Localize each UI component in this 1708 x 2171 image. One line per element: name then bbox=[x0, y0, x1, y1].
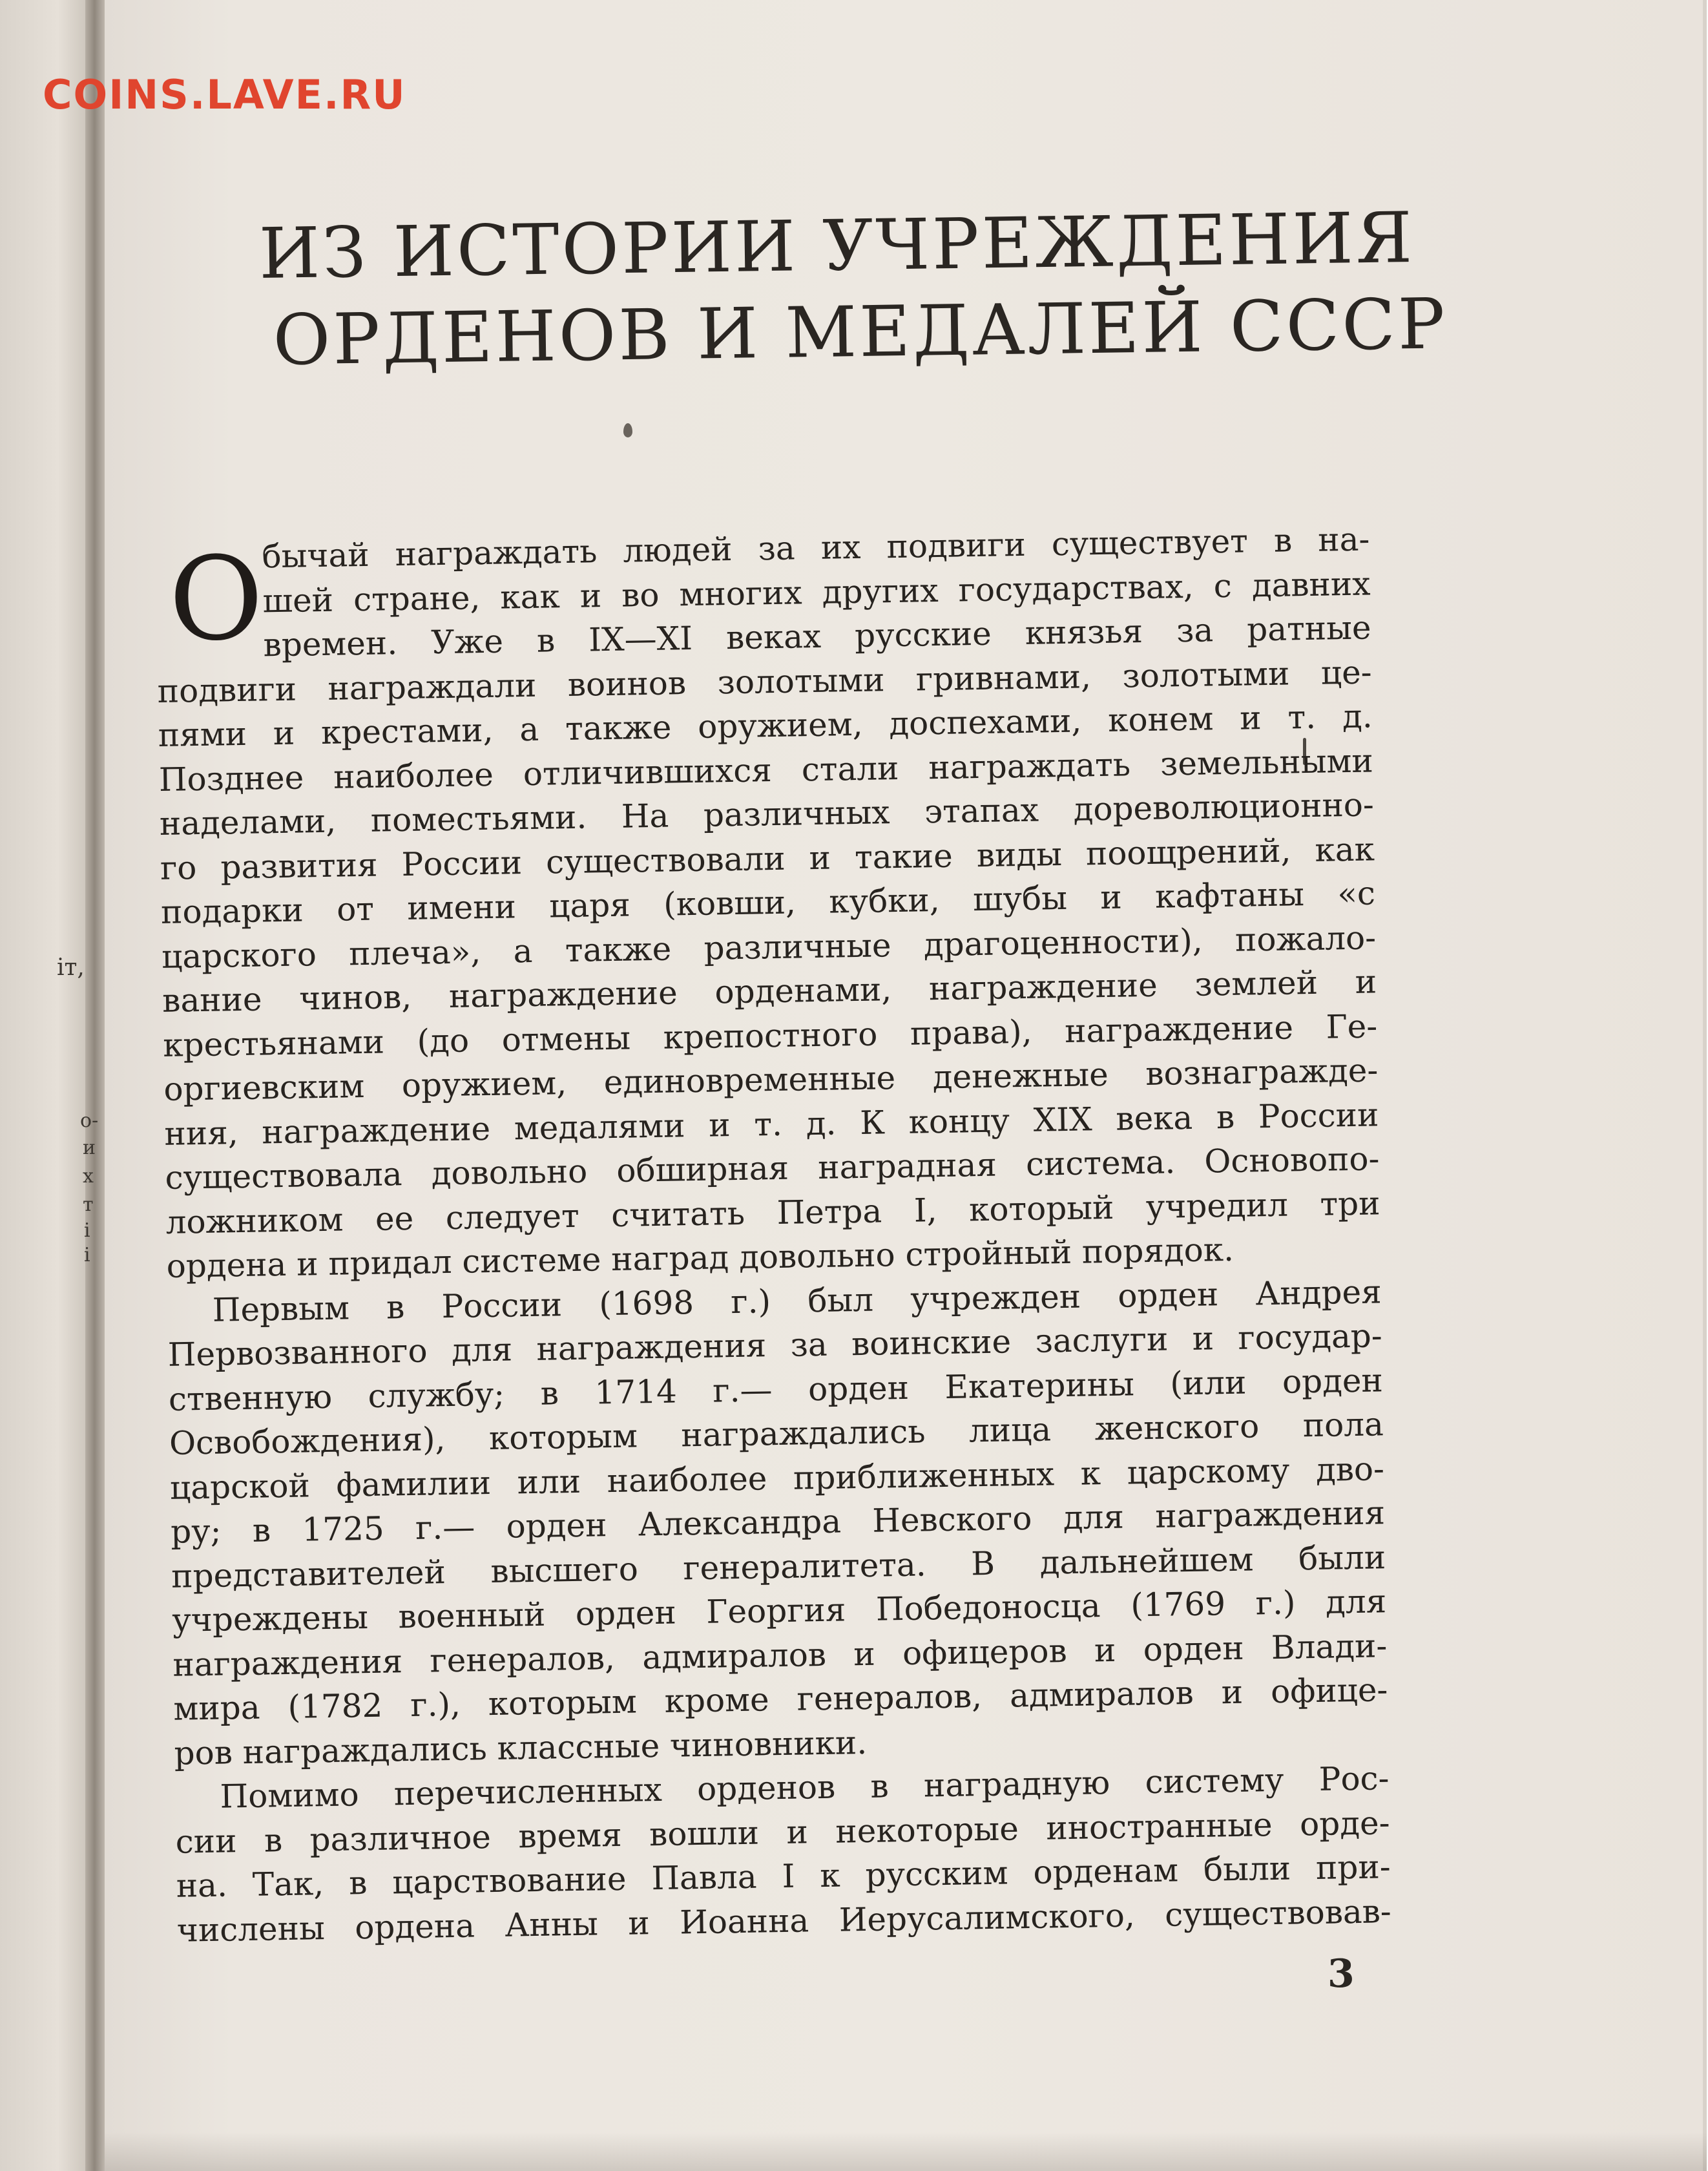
paragraph-2 bbox=[167, 1270, 1389, 1776]
left-fragment: і bbox=[84, 1219, 90, 1242]
text-line: ственную службу; в 1714 г.— орден Екатерины (или орден bbox=[168, 1361, 1384, 1418]
text-line: царского плеча», а также различные драгоценности), пожало- bbox=[161, 918, 1377, 976]
text-line: ру; в 1725 г.— орден Александра Невского для награждения bbox=[170, 1494, 1386, 1551]
left-page-text-fragments bbox=[0, 0, 97, 2171]
text-line: го развития России существовали и такие виды поощрений, как bbox=[160, 830, 1375, 887]
text-line: существовала довольно обширная наградная система. Основопо- bbox=[165, 1140, 1380, 1197]
page-number: 3 bbox=[1328, 1951, 1355, 1997]
text-line: царской фамилии или наиболее приближенных к царскому дво- bbox=[169, 1449, 1385, 1507]
text-line: ордена и придал системе наград довольно стройный порядок. bbox=[166, 1230, 1234, 1285]
text-line: оргиевским оружием, единовременные денежные вознагражде- bbox=[163, 1051, 1379, 1108]
text-line: шей стране, как и во многих других государствах, с давних bbox=[262, 564, 1371, 620]
left-fragment: і bbox=[84, 1244, 90, 1266]
left-fragment: и bbox=[83, 1137, 96, 1159]
title-line-1: ИЗ ИСТОРИИ УЧРЕЖДЕНИЯ bbox=[258, 198, 1415, 295]
text-line: Позднее наиболее отличившихся стали награждать земельными bbox=[158, 741, 1374, 799]
ornament-mark bbox=[623, 423, 632, 437]
text-line: Освобождения), которым награждались лица женского пола bbox=[169, 1405, 1384, 1462]
text-line: ложником ее следует считать Петра I, который учредил три bbox=[165, 1184, 1380, 1241]
left-fragment: іт, bbox=[57, 954, 85, 981]
text-line: мира (1782 г.), которым кроме генералов, адмиралов и офице- bbox=[173, 1671, 1388, 1728]
watermark: COINS.LAVE.RU bbox=[43, 71, 406, 118]
left-fragment: х bbox=[83, 1165, 94, 1188]
text-line: на. Так, в царствование Павла I к русским орденам были при- bbox=[176, 1848, 1391, 1905]
text-line: ров награждались классные чиновники. bbox=[174, 1723, 868, 1772]
text-line: учреждены военный орден Георгия Победоносца (1769 г.) для bbox=[171, 1582, 1387, 1639]
text-line: сии в различное время вошли и некоторые иностранные орде- bbox=[175, 1803, 1390, 1861]
left-fragment: о- bbox=[80, 1109, 99, 1132]
text-line: наделами, поместьями. На различных этапах дореволюционно- bbox=[159, 786, 1375, 843]
page-title bbox=[258, 195, 1448, 384]
text-line: Первозванного для награждения за воинские заслуги и государ- bbox=[167, 1317, 1383, 1374]
text-line: времен. Уже в IX—XI веках русские князья за ратные bbox=[263, 609, 1371, 664]
text-line: награждения генералов, адмиралов и офицеров и орден Влади- bbox=[172, 1626, 1388, 1684]
text-line: крестьянами (до отмены крепостного права), награждение Ге- bbox=[162, 1007, 1378, 1064]
text-line: подарки от имени царя (ковши, кубки, шубы и кафтаны «с bbox=[160, 874, 1376, 931]
text-line: числены ордена Анны и Иоанна Иерусалимского, существовав- bbox=[176, 1892, 1392, 1949]
paragraph-3 bbox=[174, 1756, 1391, 1952]
drop-cap: О bbox=[167, 531, 265, 667]
text-line: пями и крестами, а также оружием, доспехами, конем и т. д. bbox=[158, 697, 1373, 754]
page-shadow bbox=[105, 2132, 1707, 2171]
article-body bbox=[155, 517, 1391, 1952]
text-line: Первым в России (1698 г.) был учрежден орден Андрея bbox=[212, 1272, 1382, 1329]
title-line-2: ОРДЕНОВ И МЕДАЛЕЙ СССР bbox=[272, 284, 1448, 382]
text-line: ния, награждение медалями и т. д. К концу XIX века в России bbox=[164, 1095, 1379, 1153]
text-line: подвиги награждали воинов золотыми гривнами, золотыми це- bbox=[157, 653, 1372, 710]
text-line: бычай награждать людей за их подвиги существует в на- bbox=[262, 520, 1370, 576]
text-line: вание чинов, награждение орденами, награждение землей и bbox=[161, 963, 1377, 1020]
text-line: представителей высшего генералитета. В дальнейшем были bbox=[171, 1538, 1386, 1595]
left-fragment: т bbox=[83, 1193, 94, 1216]
text-line: Помимо перечисленных орденов в наградную систему Рос- bbox=[220, 1759, 1390, 1816]
paragraph-1 bbox=[155, 517, 1381, 1288]
